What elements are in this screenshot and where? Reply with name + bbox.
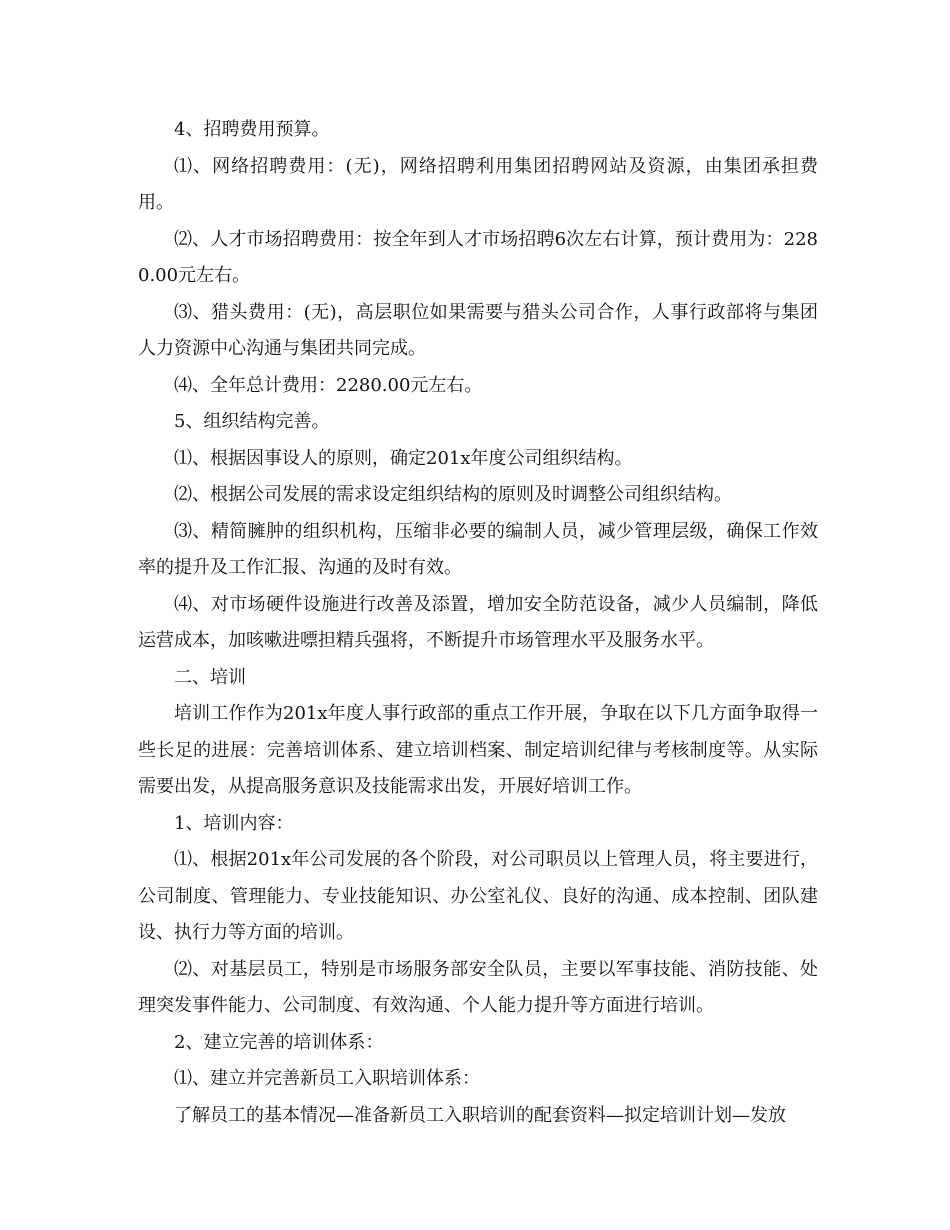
paragraph-recruitment-budget-heading: 4、招聘费用预算。: [174, 119, 330, 140]
paragraph-training-intro: 培训工作作为201x年度人事行政部的重点工作开展，争取在以下几方面争取得一些长足的进展：完善培训体系、建立培训档案、制定培训纪律与考核制度等。从实际需要出发，从提高服务意识及技能需求出发，开展好培训工作。: [138, 703, 818, 797]
paragraph-org-structure-1: ⑴、根据因事设人的原则，确定201x年度公司组织结构。: [174, 447, 633, 469]
paragraph-org-structure-heading: 5、组织结构完善。: [174, 411, 330, 432]
paragraph-training-content-heading: 1、培训内容：: [174, 812, 294, 834]
paragraph-online-recruitment-cost: ⑴、网络招聘费用：(无)，网络招聘利用集团招聘网站及资源，由集团承担费用。: [138, 155, 818, 213]
paragraph-headhunter-cost: ⑶、猎头费用：(无)，高层职位如果需要与猎头公司合作，人事行政部将与集团人力资源中心沟通与集团共同完成。: [138, 301, 818, 359]
paragraph-annual-total-cost: ⑷、全年总计费用：2280.00元左右。: [174, 374, 483, 396]
section-heading-training: 二、培训: [174, 666, 246, 688]
paragraph-onboarding-process: 了解员工的基本情况—准备新员工入职培训的配套资料—拟定培训计划—发放: [174, 1104, 786, 1126]
paragraph-training-content-2: ⑵、对基层员工，特别是市场服务部安全队员，主要以军事技能、消防技能、处理突发事件能力、公司制度、有效沟通、个人能力提升等方面进行培训。: [138, 958, 818, 1016]
document-body: [138, 112, 818, 1134]
paragraph-onboarding-system: ⑴、建立并完善新员工入职培训体系：: [174, 1068, 480, 1089]
paragraph-org-structure-3: ⑶、精简臃肿的组织机构，压缩非必要的编制人员，减少管理层级，确保工作效率的提升及工作汇报、沟通的及时有效。: [138, 520, 818, 578]
paragraph-talent-market-cost: ⑵、人才市场招聘费用：按全年到人才市场招聘6次左右计算，预计费用为：2280.00元左右。: [138, 228, 818, 286]
paragraph-training-system-heading: 2、建立完善的培训体系：: [174, 1031, 384, 1053]
paragraph-training-content-1: ⑴、根据201x年公司发展的各个阶段，对公司职员以上管理人员，将主要进行，公司制度、管理能力、专业技能知识、办公室礼仪、良好的沟通、成本控制、团队建设、执行力等方面的培训。: [138, 849, 818, 943]
paragraph-org-structure-2: ⑵、根据公司发展的需求设定组织结构的原则及时调整公司组织结构。: [174, 484, 732, 505]
paragraph-org-structure-4: ⑷、对市场硬件设施进行改善及添置，增加安全防范设备，减少人员编制，降低运营成本，加咳嗽进嘌担精兵强将，不断提升市场管理水平及服务水平。: [138, 593, 818, 651]
